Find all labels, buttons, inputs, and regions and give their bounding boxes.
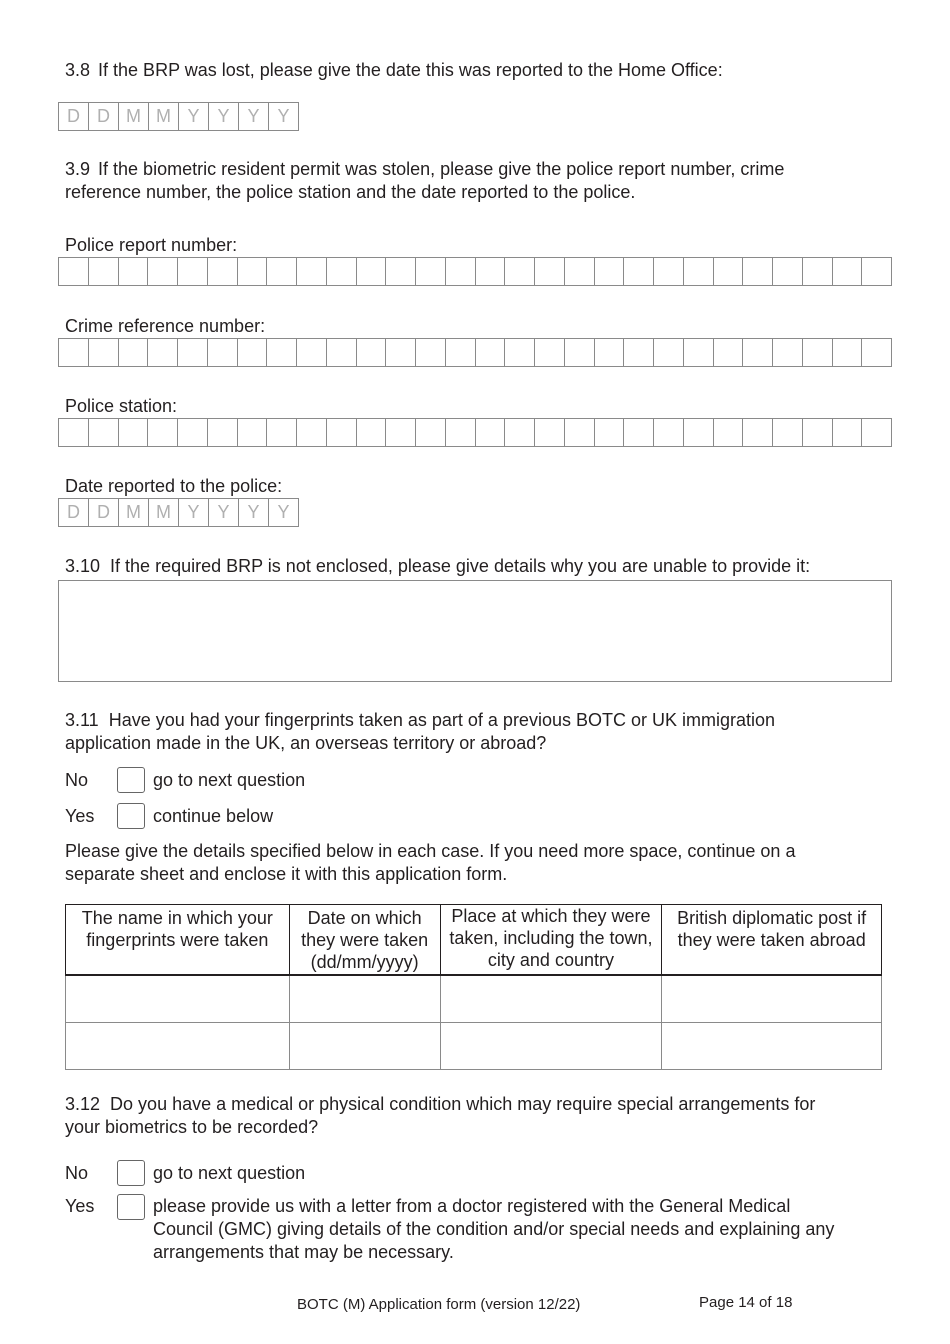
date-cell[interactable]: Y xyxy=(209,103,239,130)
question-3-10 xyxy=(65,555,810,578)
police-report-input[interactable] xyxy=(58,257,892,286)
table-cell[interactable] xyxy=(440,975,662,1023)
no-instruction: go to next question xyxy=(153,1162,306,1183)
date-cell[interactable]: M xyxy=(119,103,149,130)
date-cell[interactable]: D xyxy=(89,499,119,526)
date-cell[interactable]: Y xyxy=(179,499,209,526)
details-instruction xyxy=(65,840,795,886)
column-header-place: Place at which they were taken, including the town, city and country xyxy=(440,905,662,976)
question-text-line2: application made in the UK, an overseas territory or abroad? xyxy=(65,733,547,753)
table-row xyxy=(66,1023,882,1070)
column-header-name: The name in which your fingerprints were taken xyxy=(66,905,290,976)
question-text: If the required BRP is not enclosed, please give details why you are unable to provide it: xyxy=(110,556,811,576)
question-number: 3.11 xyxy=(65,710,99,730)
date-cell[interactable]: D xyxy=(59,103,89,130)
yes-checkbox[interactable] xyxy=(117,803,145,829)
date-cell[interactable]: Y xyxy=(277,502,290,522)
table-cell[interactable] xyxy=(662,975,882,1023)
date-cell[interactable]: D xyxy=(59,499,89,526)
question-number: 3.12 xyxy=(65,1094,101,1114)
fingerprints-table xyxy=(65,904,882,1070)
yes-label: Yes xyxy=(65,1196,95,1216)
police-report-label: Police report number: xyxy=(65,235,238,255)
question-3-11 xyxy=(65,709,775,755)
table-cell[interactable] xyxy=(66,1023,290,1070)
question-number: 3.9 xyxy=(65,159,91,179)
no-label: No xyxy=(65,769,89,790)
footer-form-name: BOTC (M) Application form (version 12/22) xyxy=(297,1296,581,1313)
fingerprints-yes-option xyxy=(65,802,273,830)
yes-label: Yes xyxy=(65,805,95,826)
question-number: 3.8 xyxy=(65,60,91,80)
question-3-9 xyxy=(65,158,784,204)
question-number: 3.10 xyxy=(65,556,101,576)
footer-page-number: Page 14 of 18 xyxy=(699,1294,793,1311)
date-cell[interactable]: Y xyxy=(239,103,269,130)
question-3-12 xyxy=(65,1093,815,1139)
medical-yes-option xyxy=(65,1195,834,1264)
crime-reference-input[interactable] xyxy=(58,338,892,367)
medical-no-option xyxy=(65,1159,305,1187)
column-header-date: Date on which they were taken (dd/mm/yyyy) xyxy=(289,905,440,976)
yes-instruction: continue below xyxy=(153,805,274,826)
police-station-label: Police station: xyxy=(65,396,178,416)
fingerprints-no-option xyxy=(65,766,305,794)
table-row xyxy=(66,975,882,1023)
police-station-input[interactable] xyxy=(58,418,892,447)
date-cell[interactable]: M xyxy=(119,499,149,526)
date-reported-label: Date reported to the police: xyxy=(65,476,283,496)
question-3-8 xyxy=(65,59,723,82)
no-label: No xyxy=(65,1162,89,1183)
details-line1: Please give the details specified below in each case. If you need more space, continue on a xyxy=(65,841,796,861)
date-cell[interactable]: Y xyxy=(239,499,269,526)
crime-reference-label: Crime reference number: xyxy=(65,316,266,336)
question-text-line1: Do you have a medical or physical condition which may require special arrangements for xyxy=(110,1094,816,1114)
table-cell[interactable] xyxy=(289,1023,440,1070)
table-cell[interactable] xyxy=(66,975,290,1023)
date-cell[interactable]: Y xyxy=(277,106,290,126)
yes-checkbox[interactable] xyxy=(117,1194,145,1220)
no-instruction: go to next question xyxy=(153,769,306,790)
no-checkbox[interactable] xyxy=(117,767,145,793)
question-text: If the BRP was lost, please give the date this was reported to the Home Office: xyxy=(98,60,723,80)
details-line2: separate sheet and enclose it with this application form. xyxy=(65,864,508,884)
no-checkbox[interactable] xyxy=(117,1160,145,1186)
date-cell[interactable]: Y xyxy=(179,103,209,130)
table-cell[interactable] xyxy=(662,1023,882,1070)
date-cell[interactable]: M xyxy=(149,499,179,526)
date-cell[interactable]: D xyxy=(89,103,119,130)
table-cell[interactable] xyxy=(440,1023,662,1070)
brp-reason-textarea[interactable] xyxy=(58,580,892,682)
date-cell[interactable]: Y xyxy=(209,499,239,526)
question-text-line2: your biometrics to be recorded? xyxy=(65,1117,319,1137)
column-header-diplomatic-post: British diplomatic post if they were taken abroad xyxy=(662,905,882,976)
police-date-input[interactable] xyxy=(58,498,299,527)
question-text-line1: Have you had your fingerprints taken as part of a previous BOTC or UK immigration xyxy=(108,710,776,730)
table-cell[interactable] xyxy=(289,975,440,1023)
lost-date-input[interactable] xyxy=(58,102,299,131)
yes-instruction: please provide us with a letter from a doctor registered with the General Medical Council (GMC) giving details of the condition and/or special needs and explaining any arrangements that may be necessary. xyxy=(153,1196,835,1262)
question-text-line1: If the biometric resident permit was stolen, please give the police report number, crime xyxy=(98,159,785,179)
question-text-line2: reference number, the police station and the date reported to the police. xyxy=(65,182,636,202)
date-cell[interactable]: M xyxy=(149,103,179,130)
